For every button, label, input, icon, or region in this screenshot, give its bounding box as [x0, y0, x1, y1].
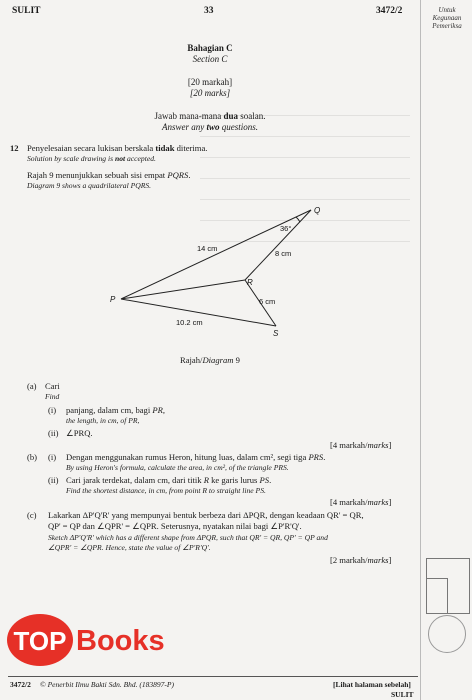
header-sulit: SULIT	[12, 6, 41, 16]
length-pq: 14 cm	[197, 244, 218, 253]
examiner-circle	[428, 615, 466, 653]
section-marks-en: [20 marks]	[189, 88, 231, 98]
examiner-mark-box-inner	[426, 578, 448, 614]
section-title-en: Section C	[192, 54, 228, 64]
part-c-marks: [2 markah/marks]	[330, 555, 392, 565]
edge-pr	[121, 280, 245, 299]
section-instruction-en: Answer any two questions.	[161, 122, 259, 132]
paper-code: 3472/2	[376, 6, 403, 16]
vertex-r: R	[247, 278, 253, 287]
part-a-cari: Cari	[45, 381, 60, 391]
part-b-i-num: (i)	[48, 452, 57, 462]
part-c-l1: Lakarkan ΔP'Q'R' yang mempunyai bentuk berbeza dari ΔPQR, dengan keadaan QR' = QR,	[48, 510, 364, 520]
q12-stem-en: Diagram 9 shows a quadrilateral PQRS.	[27, 181, 152, 190]
footer-sulit: SULIT	[391, 690, 414, 699]
q12-note: Penyelesaian secara lukisan berskala tidak diterima.	[27, 143, 208, 153]
diagram-9	[0, 195, 420, 345]
topbooks-logo	[2, 610, 192, 672]
part-c-label: (c)	[27, 510, 37, 520]
length-qr: 8 cm	[275, 249, 292, 258]
length-rs: 6 cm	[259, 297, 276, 306]
diagram-caption: Rajah/Diagram 9	[180, 355, 240, 365]
angle-arc	[296, 217, 300, 222]
edge-qr	[245, 210, 311, 280]
angle-label: 36°	[280, 224, 292, 233]
part-b-marks: [4 markah/marks]	[330, 497, 392, 507]
vertex-s: S	[273, 329, 279, 338]
part-a-ii: ∠PRQ.	[66, 428, 93, 438]
part-b-i-en: By using Heron's formula, calculate the area, in cm², of the triangle PRS.	[66, 463, 289, 472]
part-a-i: panjang, dalam cm, bagi PR,	[66, 405, 166, 415]
svg-text:TOP: TOP	[13, 626, 67, 656]
part-a-label: (a)	[27, 381, 37, 391]
vertex-q: Q	[314, 206, 321, 215]
section-marks: [20 markah]	[187, 77, 233, 87]
part-a-find: Find	[45, 392, 60, 401]
part-b-ii-num: (ii)	[48, 475, 59, 485]
examiner-margin-line	[420, 0, 421, 700]
vertex-p: P	[110, 295, 116, 304]
part-c-l3: Sketch ΔP'Q'R' which has a different shape from ΔPQR, such that QR' = QR, QP' = QP and	[48, 533, 328, 542]
examiner-margin-note: Untuk Kegunaan Pemeriksa	[432, 6, 462, 30]
length-ps: 10.2 cm	[176, 318, 203, 327]
section-title: Bahagian C	[187, 43, 233, 53]
svg-text:Books: Books	[76, 625, 165, 657]
part-b-ii-en: Find the shortest distance, in cm, from point R to straight line PS.	[66, 486, 266, 495]
part-c-l2: QP' = QP dan ∠QPR' = ∠QPR. Seterusnya, nyatakan nilai bagi ∠P'R'Q'.	[48, 521, 302, 531]
question-number: 12	[10, 143, 19, 153]
part-b-ii: Cari jarak terdekat, dalam cm, dari titik R ke garis lurus PS.	[66, 475, 272, 485]
part-a-i-en: the length, in cm, of PR,	[66, 416, 140, 425]
part-b-i: Dengan menggunakan rumus Heron, hitung luas, dalam cm², segi tiga PRS.	[66, 452, 326, 462]
part-a-ii-num: (ii)	[48, 428, 59, 438]
part-b-label: (b)	[27, 452, 38, 462]
section-instruction: Jawab mana-mana dua soalan.	[154, 111, 266, 121]
footer-code: 3472/2	[10, 680, 31, 689]
footer-next-page: [Lihat halaman sebelah]	[333, 680, 411, 689]
footer-rule	[8, 676, 418, 677]
q12-note-en: Solution by scale drawing is not accepted.	[27, 154, 156, 163]
part-c-l4: ∠QPR' = ∠QPR. Hence, state the value of ∠P'R'Q'.	[48, 543, 211, 552]
part-a-marks: [4 markah/marks]	[330, 440, 392, 450]
page-number: 33	[204, 6, 214, 16]
q12-stem: Rajah 9 menunjukkan sebuah sisi empat PQRS.	[27, 170, 191, 180]
part-a-i-num: (i)	[48, 405, 57, 415]
footer-copyright: © Penerbit Ilmu Bakti Sdn. Bhd. (183897-P)	[40, 680, 175, 689]
